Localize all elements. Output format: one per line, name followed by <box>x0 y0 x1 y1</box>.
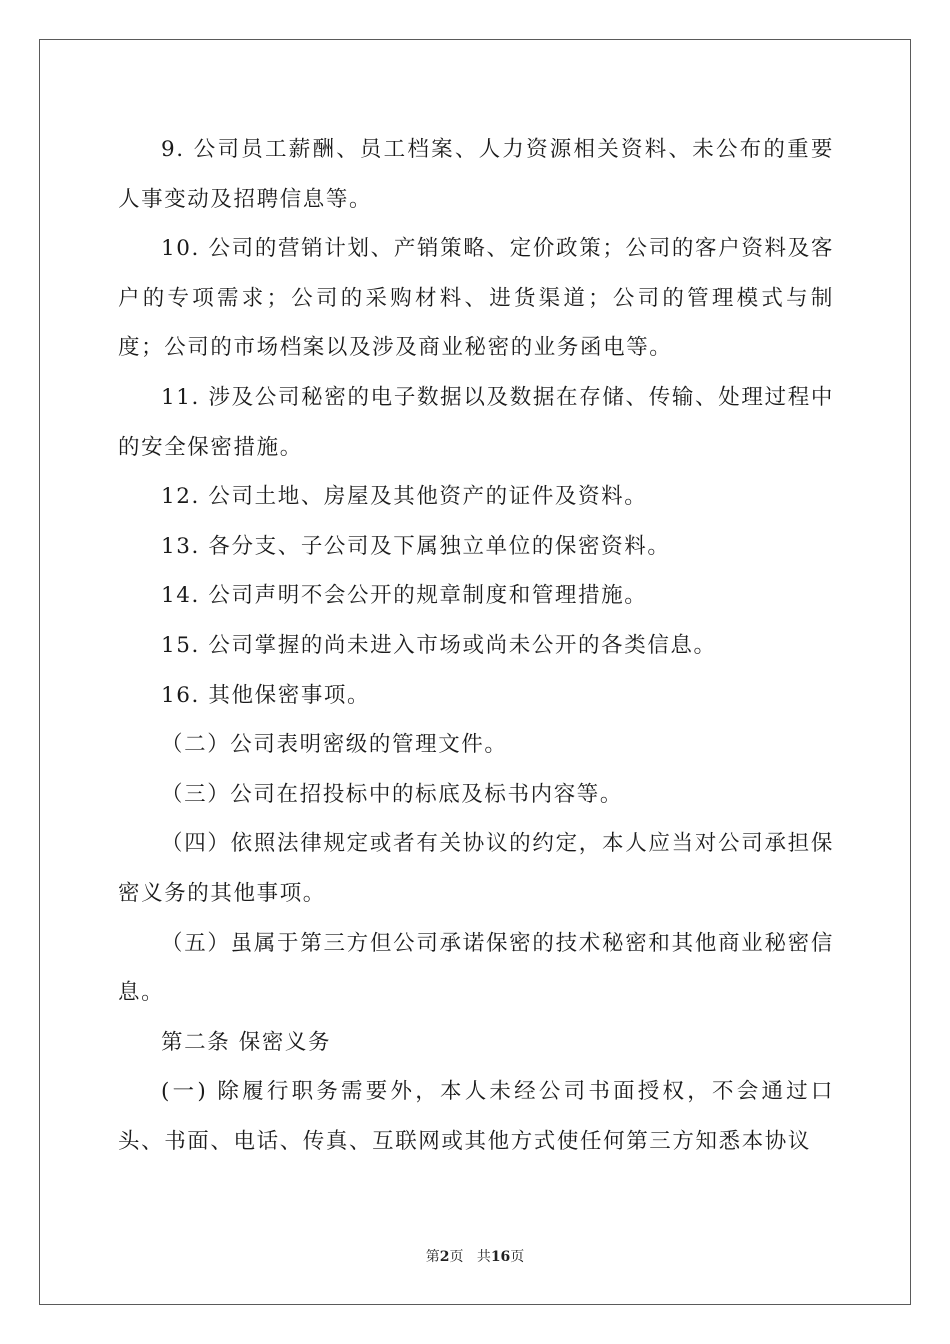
article-heading: 第二条 保密义务 <box>161 1029 332 1055</box>
footer-total-pages: 16 <box>490 1249 511 1265</box>
paragraph-section-5: （五）虽属于第三方但公司承诺保密的技术秘密和其他商业秘密信息。 <box>118 930 834 1006</box>
footer-total-suffix: 页 <box>510 1249 525 1265</box>
paragraph-item-12: 12. 公司土地、房屋及其他资产的证件及资料。 <box>161 484 648 510</box>
paragraph-item-14: 14. 公司声明不会公开的规章制度和管理措施。 <box>161 583 648 609</box>
page-footer <box>0 1246 950 1266</box>
paragraph-item-9: 9. 公司员工薪酬、员工档案、人力资源相关资料、未公布的重要人事变动及招聘信息等。 <box>118 137 834 212</box>
footer-total-prefix: 共 <box>476 1249 491 1265</box>
paragraph-item-13: 13. 各分支、子公司及下属独立单位的保密资料。 <box>161 533 671 559</box>
paragraph-item-15: 15. 公司掌握的尚未进入市场或尚未公开的各类信息。 <box>161 632 717 658</box>
paragraph-section-2: （二）公司表明密级的管理文件。 <box>161 732 508 758</box>
footer-page-number: 2 <box>439 1249 450 1265</box>
footer-page-prefix: 第 <box>425 1249 440 1265</box>
paragraph-item-10: 10. 公司的营销计划、产销策略、定价政策；公司的客户资料及客户的专项需求；公司的采购材料、进货渠道；公司的管理模式与制度；公司的市场档案以及涉及商业秘密的业务函电等。 <box>118 236 834 361</box>
paragraph-item-16: 16. 其他保密事项。 <box>161 682 371 708</box>
paragraph-section-4: （四）依照法律规定或者有关协议的约定，本人应当对公司承担保密义务的其他事项。 <box>118 831 834 906</box>
paragraph-section-3: （三）公司在招投标中的标底及标书内容等。 <box>161 781 624 807</box>
paragraph-item-11: 11. 涉及公司秘密的电子数据以及数据在存储、传输、处理过程中的安全保密措施。 <box>118 384 834 460</box>
footer-page-suffix: 页 <box>449 1249 464 1265</box>
paragraph-obligation-1: (一) 除履行职务需要外，本人未经公司书面授权，不会通过口头、书面、电话、传真、互联网或其他方式使任何第三方知悉本协议 <box>118 1079 834 1154</box>
document-body <box>118 125 834 1166</box>
